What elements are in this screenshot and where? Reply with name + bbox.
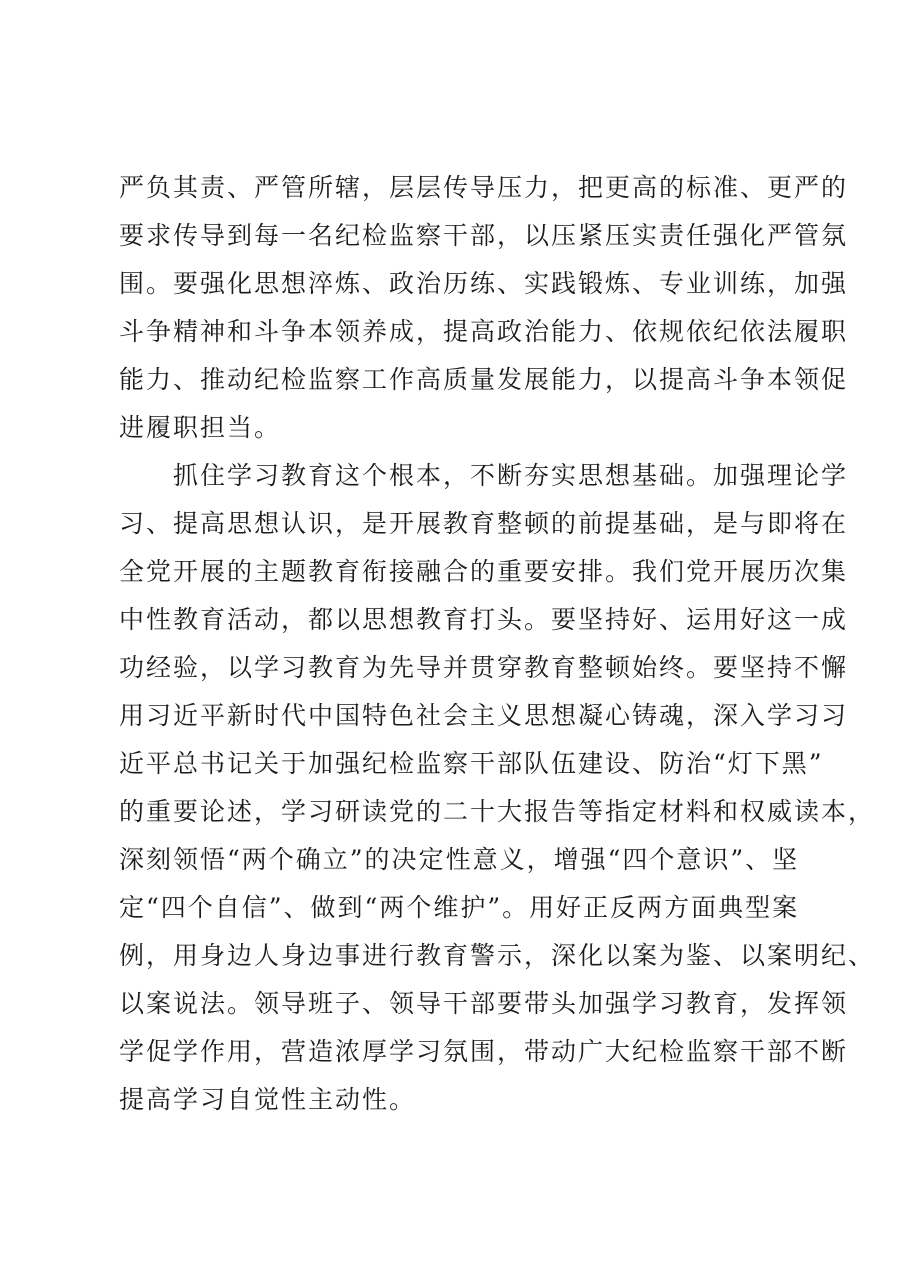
paragraph-line: 围。要强化思想淬炼、政治历练、实践锻炼、专业训练，加强 (119, 269, 849, 298)
paragraph-line: 抓住学习教育这个根本，不断夯实思想基础。加强理论学 (119, 461, 849, 490)
paragraph-2 (119, 452, 876, 1124)
paragraph-line: 例，用身边人身边事进行教育警示，深化以案为鉴、以案明纪、 (119, 941, 876, 970)
paragraph-1 (119, 164, 849, 452)
paragraph-line: 严负其责、严管所辖，层层传导压力，把更高的标准、更严的 (119, 173, 849, 202)
paragraph-line: 斗争精神和斗争本领养成，提高政治能力、依规依纪依法履职 (119, 317, 849, 346)
paragraph-line: 学促学作用，营造浓厚学习氛围，带动广大纪检监察干部不断 (119, 1037, 849, 1066)
paragraph-line: 的重要论述，学习研读党的二十大报告等指定材料和权威读本， (119, 797, 876, 826)
paragraph-line: 用习近平新时代中国特色社会主义思想凝心铸魂，深入学习习 (119, 701, 849, 730)
paragraph-line: 习、提高思想认识，是开展教育整顿的前提基础，是与即将在 (119, 509, 849, 538)
paragraph-line: 全党开展的主题教育衔接融合的重要安排。我们党开展历次集 (119, 557, 849, 586)
paragraph-line: 定“四个自信”、做到“两个维护”。用好正反两方面典型案 (119, 893, 800, 922)
paragraph-line: 中性教育活动，都以思想教育打头。要坚持好、运用好这一成 (119, 605, 849, 634)
paragraph-line: 功经验，以学习教育为先导并贯穿教育整顿始终。要坚持不懈 (119, 653, 849, 682)
paragraph-line: 提高学习自觉性主动性。 (119, 1085, 417, 1114)
paragraph-line: 进履职担当。 (119, 413, 282, 442)
paragraph-line: 深刻领悟“两个确立”的决定性意义，增强“四个意识”、坚 (119, 845, 800, 874)
paragraph-line: 以案说法。领导班子、领导干部要带头加强学习教育，发挥领 (119, 989, 849, 1018)
paragraph-line: 能力、推动纪检监察工作高质量发展能力，以提高斗争本领促 (119, 365, 849, 394)
paragraph-line: 近平总书记关于加强纪检监察干部队伍建设、防治“灯下黑” (119, 749, 824, 778)
paragraph-line: 要求传导到每一名纪检监察干部，以压紧压实责任强化严管氛 (119, 221, 849, 250)
